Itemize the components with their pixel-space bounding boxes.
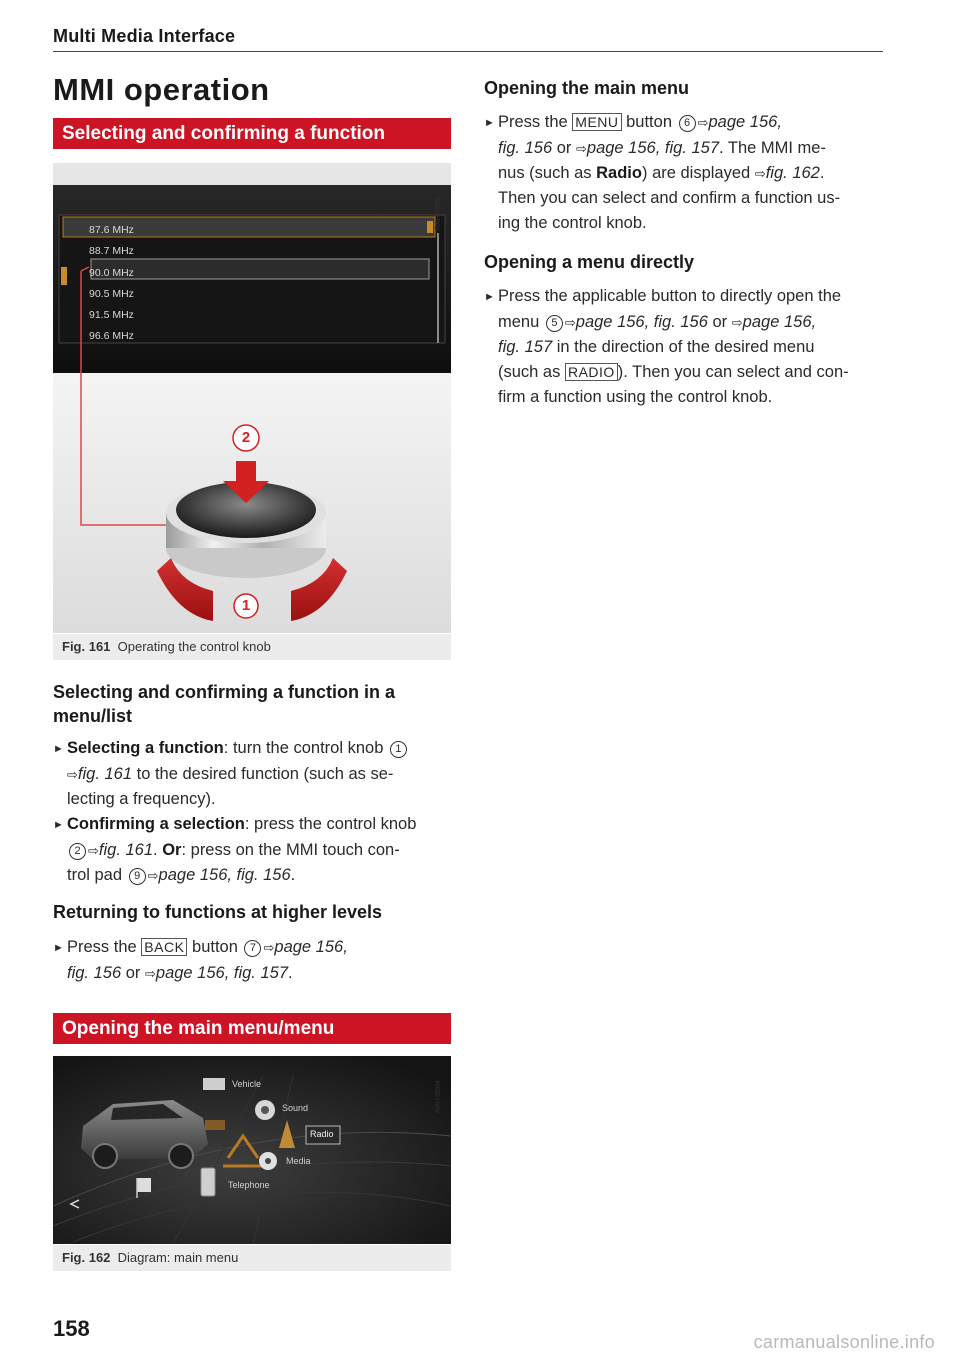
figure-161 — [53, 163, 451, 633]
section-bar-selecting: Selecting and confirming a function — [53, 118, 451, 149]
watermark: carmanualsonline.info — [753, 1332, 935, 1352]
text: : turn the control knob — [223, 739, 384, 757]
text: in the direction of the desired menu — [552, 338, 815, 356]
figure-162-caption — [53, 1245, 451, 1271]
menu-key: MENU — [572, 113, 621, 131]
text: : press on the MMI touch con- — [181, 841, 400, 859]
text: button — [626, 113, 672, 131]
back-key: BACK — [141, 938, 187, 956]
text: ) are displayed — [641, 164, 751, 182]
text: . The MMI me- — [719, 139, 826, 157]
callout-ref: 1 — [390, 741, 407, 758]
frequency-item: 88.7 MHz — [89, 245, 134, 258]
figure-caption-text: Diagram: main menu — [117, 1250, 239, 1265]
menu-directly-instructions: ► Press the applicable button to directly open the menu 5 ⇨page 156, fig. 156 or ⇨page 156, fig. 157 in the direction of the desired menu (such as RADIO ). Then you can select and con- firm a function using the control knob. — [484, 284, 884, 410]
cross-reference-link[interactable]: page 156, fig. 157 — [155, 964, 289, 982]
cross-reference-link[interactable]: fig. 156 — [498, 139, 553, 157]
main-menu-instructions: ► Press the MENU button 6 ⇨page 156, fig. 156 or ⇨page 156, fig. 157. The MMI me- nus (such as Radio) are displayed ⇨fig. 162. Then you can select and confirm a function us- ing the control knob. — [484, 110, 884, 236]
callout-ref: 7 — [244, 940, 261, 957]
text: to the desired function (such as se- — [132, 765, 394, 783]
header-rule — [53, 51, 883, 52]
menu-item-sound: Sound — [282, 1103, 309, 1113]
callout-ref: 6 — [679, 115, 696, 132]
svg-text:RAH-8539: RAH-8539 — [435, 197, 442, 230]
menu-item-radio: Radio — [310, 1129, 334, 1139]
bold-term: Radio — [596, 164, 642, 182]
section-title: MMI operation — [53, 72, 270, 107]
frequency-item-selected: 90.0 MHz — [89, 266, 134, 279]
page-number: 158 — [53, 1316, 90, 1341]
frequency-item: 90.5 MHz — [89, 287, 134, 300]
figure-label: Fig. 162 — [62, 1250, 111, 1265]
callout-press: 2 — [241, 429, 251, 446]
cross-reference-link[interactable]: page 156, fig. 157 — [586, 139, 720, 157]
subheading-selecting: Selecting and confirming a function in a menu/list — [53, 682, 396, 726]
cross-reference-link[interactable]: page 156, fig. 156 — [575, 313, 708, 331]
text: or — [712, 313, 728, 331]
text: nus (such as — [498, 164, 592, 182]
text: button — [192, 938, 238, 956]
bold-term: Or — [162, 841, 182, 859]
cross-reference-link[interactable]: page 156, fig. 156 — [158, 866, 291, 884]
text: : press the control knob — [244, 815, 417, 833]
frequency-item: 91.5 MHz — [89, 309, 134, 322]
figure-label: Fig. 161 — [62, 639, 111, 654]
cross-reference-link[interactable]: fig. 161 — [77, 765, 133, 783]
cross-reference-link[interactable]: page 156, — [708, 113, 782, 131]
menu-item-vehicle: Vehicle — [232, 1079, 262, 1089]
text: menu — [498, 313, 540, 331]
subheading-menu-directly: Opening a menu directly — [484, 252, 695, 272]
text: or — [125, 964, 141, 982]
radio-key: RADIO — [565, 363, 618, 381]
text: trol pad — [67, 866, 123, 884]
menu-item-media: Media — [286, 1156, 311, 1166]
text: Press the applicable button to directly open the — [498, 287, 842, 305]
running-header: Multi Media Interface — [53, 26, 236, 46]
callout-ref: 5 — [546, 315, 563, 332]
frequency-list — [89, 220, 134, 348]
bold-term: Confirming a selection — [67, 815, 245, 833]
cross-reference-link[interactable]: page 156, — [742, 313, 817, 331]
selecting-instructions: ► Selecting a function: turn the control knob 1 ⇨fig. 161 to the desired function (such as se- lecting a frequency). ► Confirming a selection: press the control knob 2 ⇨fig. 161. Or: press on the MMI touch con- trol pad 9 ⇨page 156, fig. 156. — [53, 736, 451, 888]
callout-turn: 1 — [241, 597, 251, 614]
figure-caption-text: Operating the control knob — [117, 639, 271, 654]
callout-ref: 2 — [69, 843, 86, 860]
svg-text:RAH-8664: RAH-8664 — [435, 1080, 442, 1113]
section-bar-opening: Opening the main menu/menu — [53, 1013, 451, 1044]
callout-ref: 9 — [129, 868, 146, 885]
text: Then you can select and confirm a function us- — [498, 189, 841, 207]
frequency-item: 96.6 MHz — [89, 330, 134, 343]
cross-reference-link[interactable]: fig. 157 — [498, 338, 553, 356]
returning-instructions: ► Press the BACK button 7 ⇨page 156, fig. 156 or ⇨page 156, fig. 157. — [53, 938, 348, 982]
text: lecting a frequency). — [67, 790, 216, 808]
text: Press the — [67, 938, 137, 956]
subheading-main-menu: Opening the main menu — [484, 78, 690, 98]
text: ). Then you can select and con- — [617, 363, 849, 381]
text: Press the — [498, 113, 568, 131]
figure-161-caption — [53, 634, 451, 660]
text: or — [556, 139, 572, 157]
text: (such as — [498, 363, 561, 381]
cross-reference-link[interactable]: fig. 162 — [765, 164, 820, 182]
subheading-returning: Returning to functions at higher levels — [53, 902, 383, 922]
cross-reference-link[interactable]: page 156, — [274, 938, 348, 956]
menu-item-telephone: Telephone — [228, 1180, 270, 1190]
figure-162 — [53, 1056, 451, 1244]
cross-reference-link[interactable]: fig. 156 — [67, 964, 122, 982]
cross-reference-link[interactable]: fig. 161 — [98, 841, 154, 859]
bold-term: Selecting a function — [67, 739, 224, 757]
text: firm a function using the control knob. — [498, 388, 773, 406]
frequency-item: 87.6 MHz — [89, 224, 134, 236]
text: ing the control knob. — [498, 214, 647, 232]
